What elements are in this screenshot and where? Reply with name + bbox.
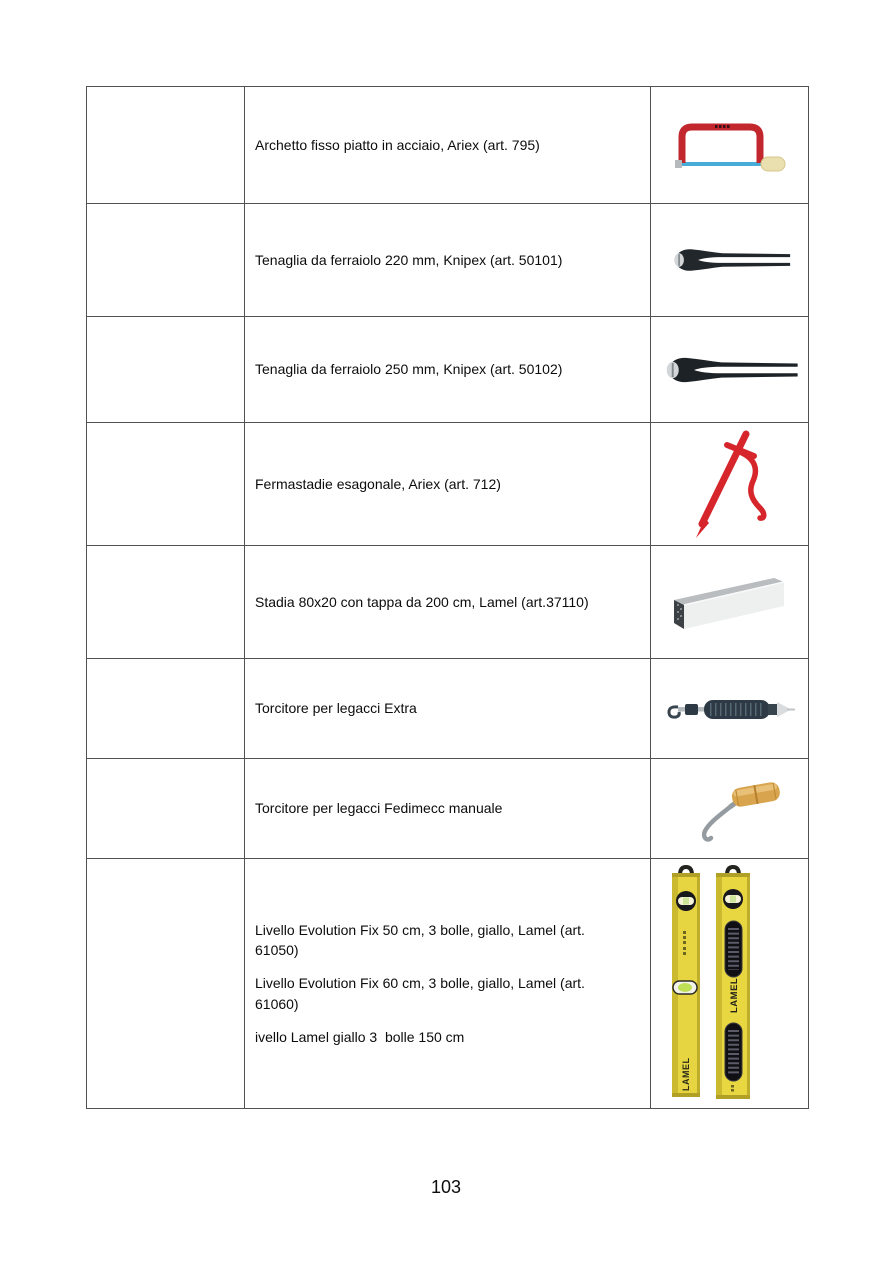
product-description-cell: [245, 204, 651, 317]
products-table: [86, 86, 809, 1109]
red-hexagonal-stake-image: [684, 428, 776, 540]
empty-cell: [87, 317, 245, 423]
concretors-nippers-250-image: [658, 351, 802, 389]
product-description-cell: [245, 546, 651, 659]
product-description: Tenaglia da ferraiolo 220 mm, Knipex (art. 50101): [255, 251, 563, 268]
product-description: Fermastadie esagonale, Ariex (art. 712): [255, 475, 501, 492]
empty-cell: [87, 759, 245, 859]
empty-cell: [87, 659, 245, 759]
product-description-cell: [245, 659, 651, 759]
empty-cell: [87, 859, 245, 1109]
hacksaw-bow-frame-image: [673, 118, 787, 172]
product-image-cell: [651, 659, 809, 759]
product-description: Archetto fisso piatto in acciaio, Ariex (art. 795): [255, 136, 540, 153]
product-image-cell: [651, 859, 809, 1109]
product-description-line: Livello Evolution Fix 50 cm, 3 bolle, giallo, Lamel (art. 61050): [255, 921, 589, 959]
product-image-cell: [651, 546, 809, 659]
manual-wire-twister-image: [678, 771, 782, 847]
product-description-cell: [245, 423, 651, 546]
product-description: Tenaglia da ferraiolo 250 mm, Knipex (art. 50102): [255, 361, 563, 378]
product-description-cell: [245, 859, 651, 1109]
product-description: Stadia 80x20 con tappa da 200 cm, Lamel (art.37110): [255, 593, 589, 610]
product-image-cell: [651, 317, 809, 423]
product-image-cell: [651, 423, 809, 546]
yellow-spirit-levels-image: [660, 865, 800, 1103]
product-image-cell: [651, 87, 809, 204]
page-number: 103: [430, 1177, 462, 1197]
empty-cell: [87, 423, 245, 546]
product-description-line: Livello Evolution Fix 60 cm, 3 bolle, giallo, Lamel (art. 61060): [255, 975, 589, 1012]
wire-twister-extra-image: [663, 693, 797, 725]
product-image-cell: [651, 204, 809, 317]
empty-cell: [87, 87, 245, 204]
level-brand-text: LAMEL: [680, 1057, 691, 1091]
product-description-line: ivello Lamel giallo 3 bolle 150 cm: [255, 1028, 465, 1045]
product-description: Torcitore per legacci Extra: [255, 700, 417, 717]
product-description: Torcitore per legacci Fedimecc manuale: [255, 800, 503, 817]
product-description-cell: [245, 317, 651, 423]
empty-cell: [87, 546, 245, 659]
aluminium-screed-bar-image: [670, 572, 790, 632]
empty-cell: [87, 204, 245, 317]
level-brand-text: LAMEL: [728, 977, 740, 1013]
product-description-cell: [245, 87, 651, 204]
product-description-cell: [245, 759, 651, 859]
product-image-cell: [651, 759, 809, 859]
concretors-nippers-220-image: [666, 243, 794, 277]
